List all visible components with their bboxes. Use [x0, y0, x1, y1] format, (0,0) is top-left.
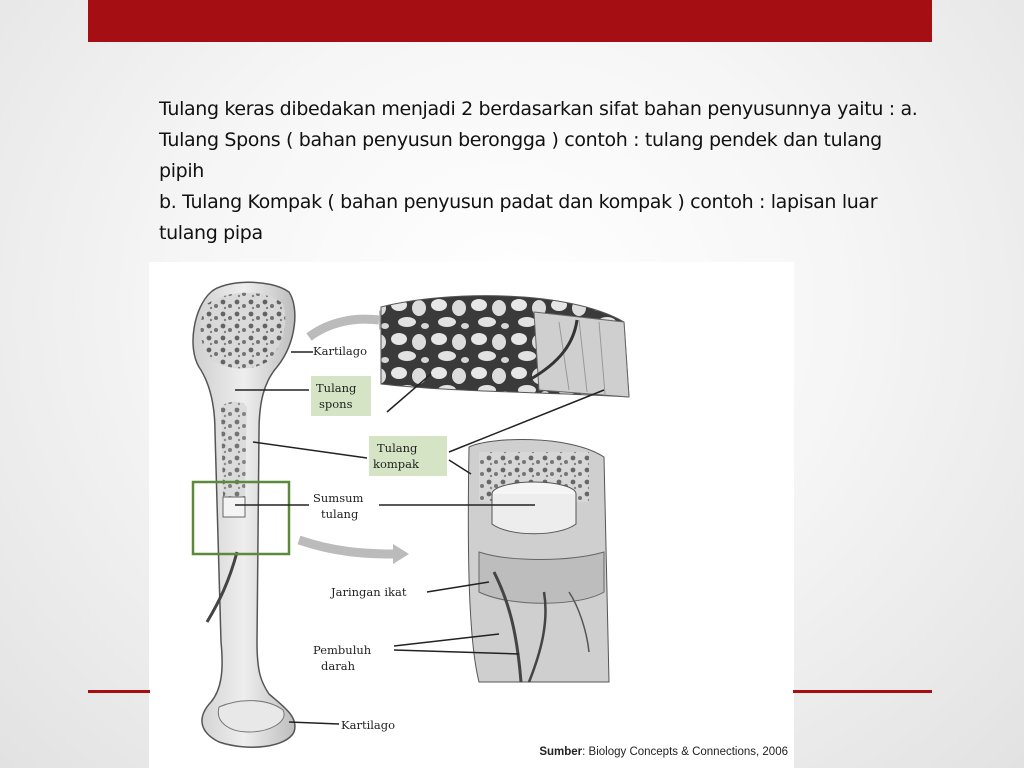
label-pembuluh-1: Pembuluh: [313, 643, 372, 657]
paragraph-kompak: b. Tulang Kompak ( bahan penyusun padat dan kompak ) contoh : lapisan luar tulang pipa: [159, 191, 878, 244]
slide-text: [159, 94, 929, 249]
label-kartilago-bottom: Kartilago: [341, 718, 396, 732]
caption-source-label: Sumber: [539, 746, 583, 758]
label-tulang-kompak-2: kompak: [373, 457, 419, 471]
figure-caption: [539, 746, 788, 758]
top-accent-bar: [88, 0, 932, 42]
label-sumsum-1: Sumsum: [313, 491, 364, 505]
label-tulang-spons-1: Tulang: [316, 381, 357, 395]
caption-source-text: : Biology Concepts & Connections, 2006: [582, 746, 788, 758]
bottom-accent-line-right: [793, 690, 932, 693]
label-tulang-spons-2: spons: [319, 397, 353, 411]
label-sumsum-2: tulang: [321, 507, 359, 521]
zoom-arrow-top: [309, 319, 379, 337]
label-jaringan-ikat: Jaringan ikat: [331, 585, 407, 599]
label-tulang-kompak-1: Tulang: [377, 441, 418, 455]
zoom-arrow-bottom: [299, 540, 394, 554]
bottom-accent-line-left: [88, 690, 150, 693]
paragraph-spons: Tulang keras dibedakan menjadi 2 berdasarkan sifat bahan penyusunnya yaitu : a. Tulang Spons ( bahan penyusun berongga ) contoh : tulang pendek dan tulang pipih: [159, 98, 918, 182]
compact-bone-detail: [468, 439, 609, 682]
label-kartilago-top: Kartilago: [313, 344, 368, 358]
bone-structure-figure: [149, 262, 794, 768]
bone-diagram: [149, 262, 794, 768]
spongy-bone-detail: [381, 296, 629, 397]
long-bone: [193, 282, 295, 747]
label-pembuluh-2: darah: [321, 659, 355, 673]
